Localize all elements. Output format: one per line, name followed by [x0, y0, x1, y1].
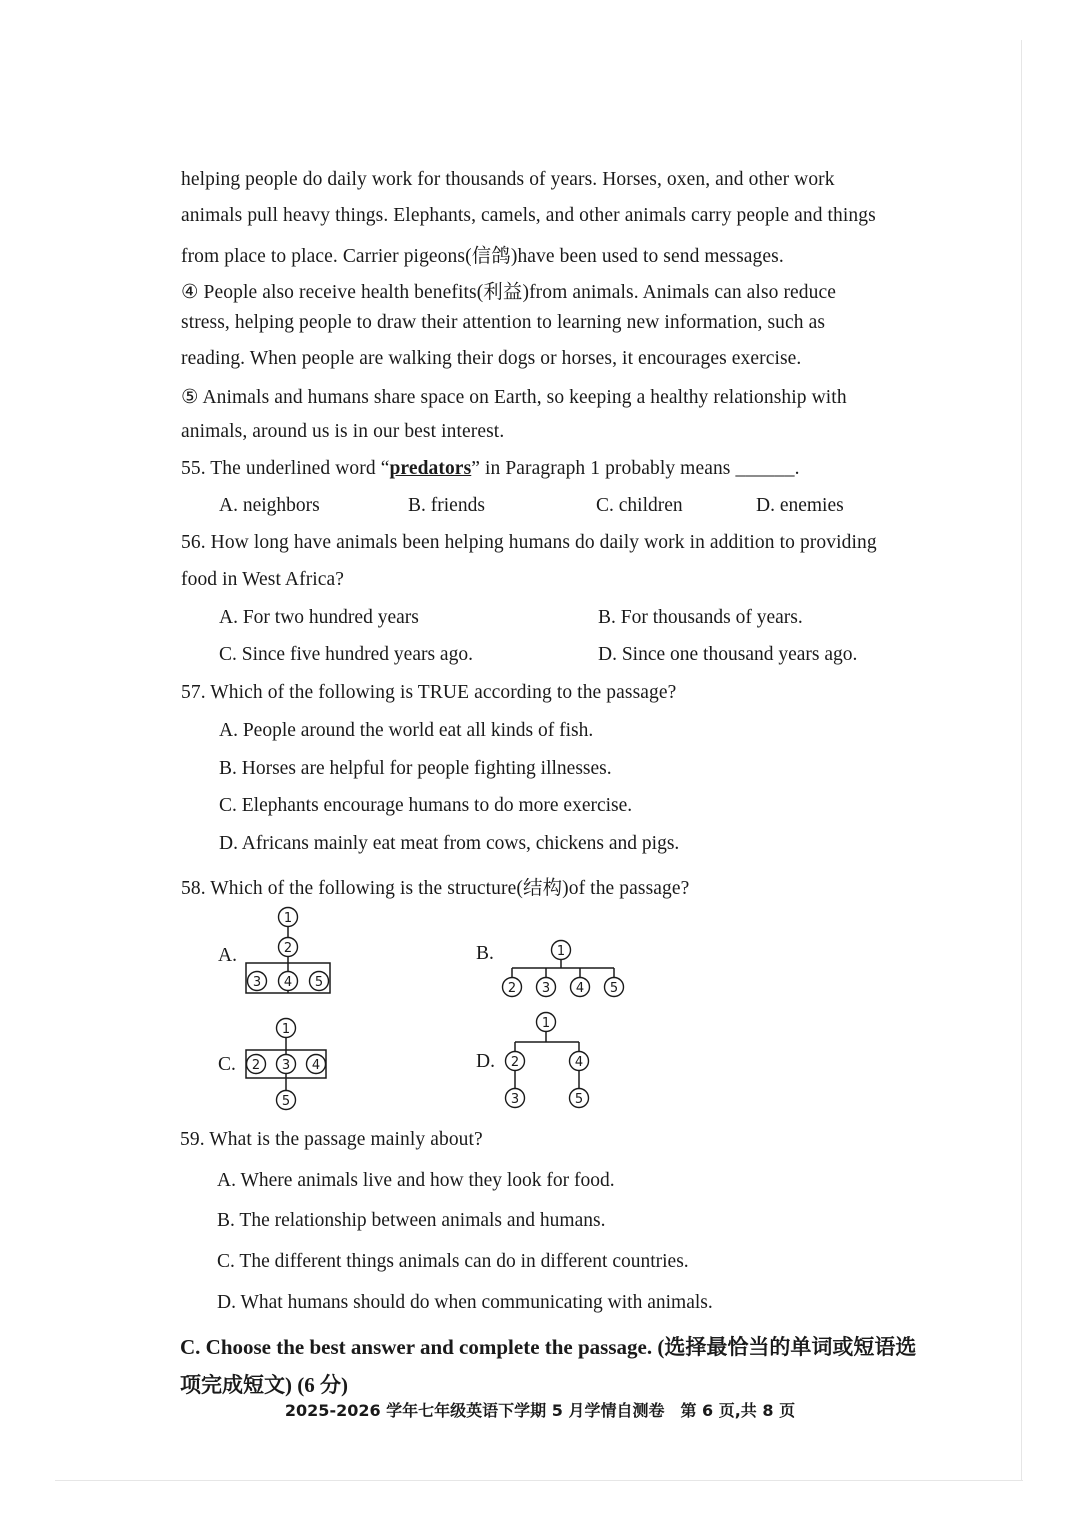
q58-option-b-label[interactable]: B.: [476, 943, 494, 964]
q59-option-c[interactable]: C. The different things animals can do in different countries.: [217, 1251, 689, 1272]
paragraph-5-start: ⑤ Animals and humans share space on Earth, so keeping a healthy relationship with: [181, 387, 847, 408]
q57-option-b[interactable]: B. Horses are helpful for people fighting illnesses.: [219, 758, 612, 779]
underlined-word: predators: [389, 458, 472, 479]
q55-pre: 55. The underlined word “: [181, 458, 390, 479]
q55-option-b[interactable]: B. friends: [408, 495, 485, 516]
q56-option-d[interactable]: D. Since one thousand years ago.: [598, 644, 858, 665]
node-1-label: 1: [283, 911, 293, 926]
q59-option-b[interactable]: B. The relationship between animals and humans.: [217, 1210, 606, 1231]
node-2-label: 2: [283, 941, 293, 956]
node-5-label: 5: [314, 975, 324, 990]
q58-option-d-label[interactable]: D.: [476, 1051, 495, 1072]
q59-option-d[interactable]: D. What humans should do when communicating with animals.: [217, 1292, 713, 1313]
question-55-stem: [181, 458, 800, 480]
node-3-label: 3: [281, 1058, 291, 1073]
q56-option-c[interactable]: C. Since five hundred years ago.: [219, 644, 473, 665]
page-edge: [1021, 40, 1022, 1480]
node-5-label: 5: [609, 981, 619, 996]
node-3-label: 3: [510, 1092, 520, 1107]
node-3-label: 3: [252, 975, 262, 990]
passage-line: from place to place. Carrier pigeons(信鸽)have been used to send messages.: [181, 246, 784, 267]
passage-line: reading. When people are walking their dogs or horses, it encourages exercise.: [181, 348, 802, 369]
passage-line: animals, around us is in our best interest.: [181, 421, 505, 442]
structure-diagram-a[interactable]: [240, 905, 340, 995]
node-1-label: 1: [556, 944, 566, 959]
node-3-label: 3: [541, 981, 551, 996]
node-4-label: 4: [311, 1058, 321, 1073]
node-5-label: 5: [281, 1094, 291, 1109]
node-4-label: 4: [574, 1055, 584, 1070]
page-edge: [55, 1480, 1023, 1481]
q57-option-d[interactable]: D. Africans mainly eat meat from cows, chickens and pigs.: [219, 833, 680, 854]
q55-option-a[interactable]: A. neighbors: [219, 495, 320, 516]
q58-option-a-label[interactable]: A.: [218, 945, 237, 966]
question-57-stem: 57. Which of the following is TRUE according to the passage?: [181, 682, 677, 703]
structure-diagram-b[interactable]: [496, 938, 636, 998]
node-2-label: 2: [507, 981, 517, 996]
q58-option-c-label[interactable]: C.: [218, 1054, 236, 1075]
node-5-label: 5: [574, 1092, 584, 1107]
structure-diagram-d[interactable]: [500, 1010, 600, 1110]
q57-option-a[interactable]: A. People around the world eat all kinds of fish.: [219, 720, 594, 741]
q59-option-a[interactable]: A. Where animals live and how they look for food.: [217, 1170, 615, 1191]
node-4-label: 4: [283, 975, 293, 990]
paragraph-4-start: ④ People also receive health benefits(利益)from animals. Animals can also reduce: [181, 282, 837, 303]
question-59-stem: 59. What is the passage mainly about?: [180, 1129, 483, 1150]
q55-post: ” in Paragraph 1 probably means ______.: [471, 458, 800, 479]
node-1-label: 1: [541, 1016, 551, 1031]
question-56-stem: 56. How long have animals been helping humans do daily work in addition to providing: [181, 532, 877, 553]
passage-line: animals pull heavy things. Elephants, camels, and other animals carry people and things: [181, 205, 876, 226]
q55-option-c[interactable]: C. children: [596, 495, 683, 516]
q57-option-c[interactable]: C. Elephants encourage humans to do more exercise.: [219, 795, 633, 816]
section-c-heading: 项完成短文) (6 分): [180, 1373, 348, 1397]
question-58-stem: 58. Which of the following is the structure(结构)of the passage?: [181, 878, 690, 899]
passage-line: stress, helping people to draw their attention to learning new information, such as: [181, 312, 826, 333]
structure-diagram-c[interactable]: [240, 1016, 340, 1116]
node-2-label: 2: [510, 1055, 520, 1070]
node-4-label: 4: [575, 981, 585, 996]
q56-option-b[interactable]: B. For thousands of years.: [598, 607, 803, 628]
page-footer: 2025-2026 学年七年级英语下学期 5 月学情自测卷 第 6 页,共 8 页: [284, 1401, 796, 1420]
question-56-stem: food in West Africa?: [181, 569, 345, 590]
passage-line: helping people do daily work for thousands of years. Horses, oxen, and other work: [181, 169, 835, 190]
node-1-label: 1: [281, 1022, 291, 1037]
node-2-label: 2: [251, 1058, 261, 1073]
q56-option-a[interactable]: A. For two hundred years: [219, 607, 419, 628]
section-c-heading: C. Choose the best answer and complete the passage. (选择最恰当的单词或短语选: [180, 1335, 917, 1359]
q55-option-d[interactable]: D. enemies: [756, 495, 844, 516]
